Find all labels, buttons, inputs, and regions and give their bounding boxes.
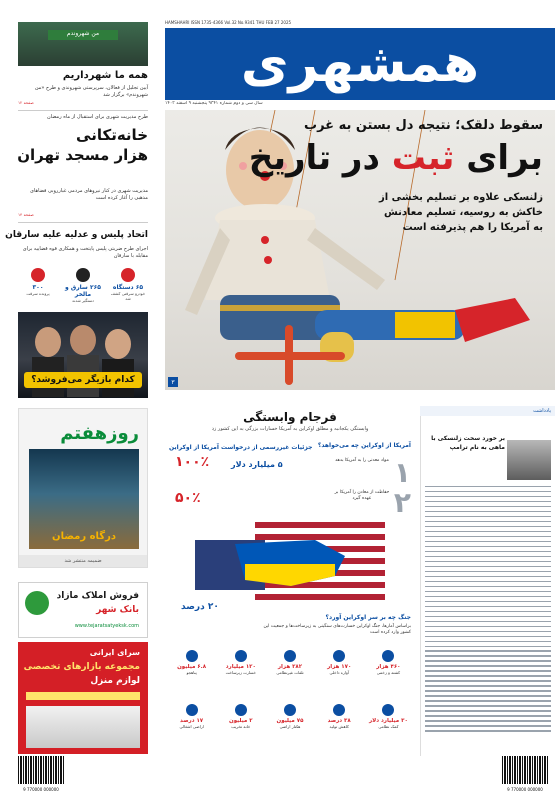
text-line <box>425 670 551 671</box>
money-icon <box>382 704 394 716</box>
war-stat <box>169 704 214 754</box>
text-line <box>425 591 551 592</box>
war-stat-desc: هکتار اراضی <box>279 724 301 729</box>
farm-icon <box>284 704 296 716</box>
war-stat <box>317 650 362 700</box>
war-stat-value: ۷۵ میلیون <box>276 718 304 724</box>
bank-logo-icon <box>25 591 49 615</box>
text-line <box>425 586 551 587</box>
story1-text: آیین تجلیل از فعالان، سرپرستی شهروندی و طرح «من شهروندم» برگزار شد <box>34 85 148 98</box>
building-icon <box>235 704 247 716</box>
actors-photo[interactable] <box>18 312 148 398</box>
stat-item <box>108 268 148 308</box>
text-line <box>425 660 551 661</box>
bank-ad-line2: بانک شهر <box>96 605 139 615</box>
story1-title[interactable]: همه ما شهرداریم <box>62 70 148 81</box>
text-line <box>425 631 551 632</box>
cover-kicker: سقوط دلقک؛ نتیجه دل بستن به غرب <box>304 118 543 133</box>
text-line <box>425 506 551 507</box>
text-line <box>425 486 551 487</box>
story2-title-line2[interactable]: هزار مسجد تهران <box>17 146 148 164</box>
opinion-column[interactable] <box>420 406 555 756</box>
text-line <box>425 695 551 696</box>
bazaar-ad-strip <box>26 692 140 700</box>
infographic <box>165 406 415 756</box>
text-line <box>425 675 551 676</box>
masthead <box>165 28 555 100</box>
bank-ad[interactable] <box>18 582 148 638</box>
text-line <box>425 516 551 517</box>
infographic-question-1: آمریکا از اوکراین چه می‌خواهد؟ <box>317 442 411 449</box>
story2-text: مدیریت شهری در کنار نیروهای مردمی غبارروبی فضاهای مذهبی را آغاز کرده است <box>30 188 148 201</box>
file-icon <box>31 268 45 282</box>
text-line <box>425 700 551 701</box>
text-line <box>425 705 551 706</box>
war-stat-value: ۲ میلیون <box>229 718 253 724</box>
text-line <box>425 541 551 542</box>
war-stat-desc: کمک نظامی <box>378 724 399 729</box>
text-line <box>425 551 551 552</box>
stat-billions: ۵ میلیارد دلار <box>231 460 283 469</box>
war-stat-value: ۱۲۰ میلیارد <box>225 664 256 670</box>
text-line <box>425 641 551 642</box>
stat-item <box>18 268 58 308</box>
text-line <box>425 546 551 547</box>
bazaar-ad-line2: مجموعه بازارهای تخصصی <box>23 662 140 672</box>
supplement-foot: ضمیمه منتشر شد <box>19 555 147 567</box>
text-line <box>425 496 551 497</box>
war-stat <box>218 704 263 754</box>
war-stat <box>169 650 214 700</box>
map-icon <box>186 704 198 716</box>
stat-desc: خودرو سرقتی کشف شد <box>110 291 146 301</box>
text-line <box>425 725 551 726</box>
masthead-logo: همشهری <box>240 34 480 94</box>
citizen-ceremony-photo <box>18 22 148 66</box>
us-flag-ukraine-map <box>195 522 385 600</box>
cover-subheadline: زلنسکی علاوه بر تسلیم بخشی از خاکش به روسیه، تسلیم معادنش به آمریکا را هم پذیرفته است <box>378 192 543 233</box>
cover-headline-part-1: برای <box>454 138 543 178</box>
war-stat <box>366 650 411 700</box>
war-stat-value: ۳۰ میلیارد دلار <box>368 718 408 724</box>
text-line <box>425 626 551 627</box>
war-stat-value: ۴۶۰ هزار <box>376 664 401 670</box>
text-line <box>425 556 551 557</box>
barcode-number: 9 770000 000000 <box>507 787 543 792</box>
barcode-right <box>502 756 548 792</box>
text-line <box>425 596 551 597</box>
war-stat-value: ۲۸۲ هزار <box>277 664 303 670</box>
supplement-name: روزهفتم <box>60 423 139 444</box>
text-line <box>425 646 551 647</box>
stat-value: ۲۶۵ سارق و مالخر <box>65 284 101 298</box>
text-line <box>425 566 551 567</box>
text-line <box>425 581 551 582</box>
text-line <box>425 730 551 731</box>
point-text-1: مواد معدنی را به آمریکا بدهد <box>335 458 389 463</box>
story2-kicker: طرح مدیریت شهری برای استقبال از ماه رمضان <box>47 114 148 120</box>
story1-page[interactable]: صفحه ۱۲ <box>18 100 34 105</box>
infographic-title: فرجام وابستگی <box>243 410 337 424</box>
war-stat-desc: آواره داخلی <box>329 670 349 675</box>
opinion-title[interactable]: بر خورد سخت زلنسکی با ماهی به نام ترامپ <box>431 435 505 451</box>
text-line <box>425 636 551 637</box>
text-line <box>425 655 551 656</box>
car-icon <box>121 268 135 282</box>
handcuff-icon <box>76 268 90 282</box>
war-stats-grid <box>169 650 411 754</box>
actors-question: کدام بازیگر می‌فروشد؟ <box>24 372 142 388</box>
war-stat-desc: کشته و زخمی <box>376 670 401 675</box>
bazaar-ad-line1: سرای ایرانی <box>89 648 140 657</box>
story3-title[interactable]: اتحاد پلیس و عدلیه علیه سارقان <box>5 230 148 240</box>
text-line <box>425 606 551 607</box>
war-stat <box>267 704 312 754</box>
point-number-2: ۲ <box>393 486 411 519</box>
war-stat-desc: اراضی اشغالی <box>179 724 204 729</box>
stat-100-percent: ۱۰۰٪ <box>175 454 210 470</box>
stat-item <box>63 268 103 308</box>
text-line <box>425 710 551 711</box>
infographic-paragraph: براساس آمارها، جنگ اوکراین خسارت‌های سنگینی به زیرساخت‌ها و جمعیت این کشور وارد کرده است <box>263 624 411 635</box>
war-stat-desc: پناهجو <box>186 670 197 675</box>
police-stats <box>18 268 148 308</box>
point-number-1: ۱ <box>393 456 411 489</box>
infographic-question-3: جنگ چه بر سر اوکراین آورد؟ <box>325 614 411 621</box>
story2-title[interactable]: خانه‌تکانی <box>76 126 148 144</box>
text-line <box>425 491 551 492</box>
chart-icon <box>333 704 345 716</box>
bazaar-ad-line3: لوازم منزل <box>90 676 140 686</box>
stat-value: ۳۰۰ <box>32 284 44 291</box>
text-line <box>425 685 551 686</box>
stat-value: ۶۵ دستگاه <box>112 284 144 291</box>
text-line <box>425 611 551 612</box>
stat-20-percent: ۲۰ درصد <box>181 602 219 612</box>
barcode-left <box>18 756 64 792</box>
text-line <box>425 601 551 602</box>
text-line <box>425 511 551 512</box>
masthead-dateline: سال سی و دوم شماره ۹۳۴۱ پنجشنبه ۹ اسفند ۱۴۰۳ <box>165 101 263 106</box>
opinion-header: یادداشت <box>420 406 555 416</box>
text-line <box>425 650 551 651</box>
divider <box>18 222 148 223</box>
text-line <box>425 531 551 532</box>
war-stat-value: ۶.۸ میلیون <box>177 664 207 670</box>
war-stat-value: ۳۸ درصد <box>327 718 351 724</box>
cover-headline-part-3: در تاریخ <box>248 138 392 178</box>
text-line <box>425 720 551 721</box>
factory-icon <box>235 650 247 662</box>
war-stat-desc: خسارت زیرساخت <box>225 670 257 675</box>
story2-page[interactable]: صفحه ۱۴ <box>18 212 34 217</box>
text-line <box>425 571 551 572</box>
text-line <box>425 665 551 666</box>
war-stat-value: ۱۷۰ هزار <box>327 664 352 670</box>
people-icon <box>382 650 394 662</box>
story3-text: اجرای طرح ضربتی پلیس پایتخت و همکاری قوه قضاییه برای مقابله با سارقان <box>22 246 148 259</box>
war-stat <box>366 704 411 754</box>
cover-headline[interactable] <box>249 138 543 178</box>
cover-story[interactable] <box>165 110 555 390</box>
text-line <box>425 621 551 622</box>
supplement-label: درگاه رمضان <box>52 531 116 542</box>
bank-ad-url[interactable]: www.tejaratsatyeksk.com <box>74 623 139 629</box>
home-icon <box>333 650 345 662</box>
war-stat-desc: خانه تخریب <box>231 724 251 729</box>
text-line <box>425 715 551 716</box>
cover-page-number[interactable]: ۳ <box>168 377 178 387</box>
barcode-number: 9 770000 000000 <box>23 787 59 792</box>
stat-desc: پرونده سرقت <box>26 291 50 296</box>
text-line <box>425 536 551 537</box>
text-line <box>425 690 551 691</box>
ceremony-banner: من شهروندم <box>48 30 118 40</box>
text-line <box>425 680 551 681</box>
bank-ad-line1: فروش املاک مازاد <box>56 591 139 601</box>
war-stat <box>218 650 263 700</box>
supplement-ad[interactable] <box>18 408 148 568</box>
author-photo <box>507 440 551 480</box>
opinion-body <box>425 486 551 752</box>
appliances-photo <box>26 706 140 748</box>
cover-headline-part-2: ثبت <box>391 138 455 178</box>
text-line <box>425 616 551 617</box>
point-text-2: حفاظت از معادن را آمریکا بر عهده گیرد <box>334 490 390 501</box>
infographic-subtitle: وابستگی یکجانبه و مطلق اوکراین به آمریکا خسارات بزرگی به این کشور زد <box>211 426 369 432</box>
bazaar-ad[interactable] <box>18 642 148 754</box>
text-line <box>425 576 551 577</box>
text-line <box>425 501 551 502</box>
war-stat <box>267 650 312 700</box>
war-stat-desc: کاهش تولید <box>329 724 349 729</box>
war-stat-desc: تلفات غیرنظامی <box>276 670 304 675</box>
refugee-icon <box>186 650 198 662</box>
stat-50-percent: ۵۰٪ <box>175 490 201 506</box>
text-line <box>425 521 551 522</box>
infographic-question-2: جزئیات غیررسمی از درخواست آمریکا از اوکراین <box>169 444 313 451</box>
stat-desc: دستگیر شدند <box>72 298 94 303</box>
war-stat-value: ۱۷ درصد <box>180 718 204 724</box>
text-line <box>425 561 551 562</box>
divider <box>18 110 148 111</box>
masthead-topline: HAMSHAHRI ISSN 1735-4366 Vol.32 No.9341 THU FEB 27 2025 <box>165 20 292 25</box>
casualty-icon <box>284 650 296 662</box>
war-stat <box>317 704 362 754</box>
text-line <box>425 526 551 527</box>
